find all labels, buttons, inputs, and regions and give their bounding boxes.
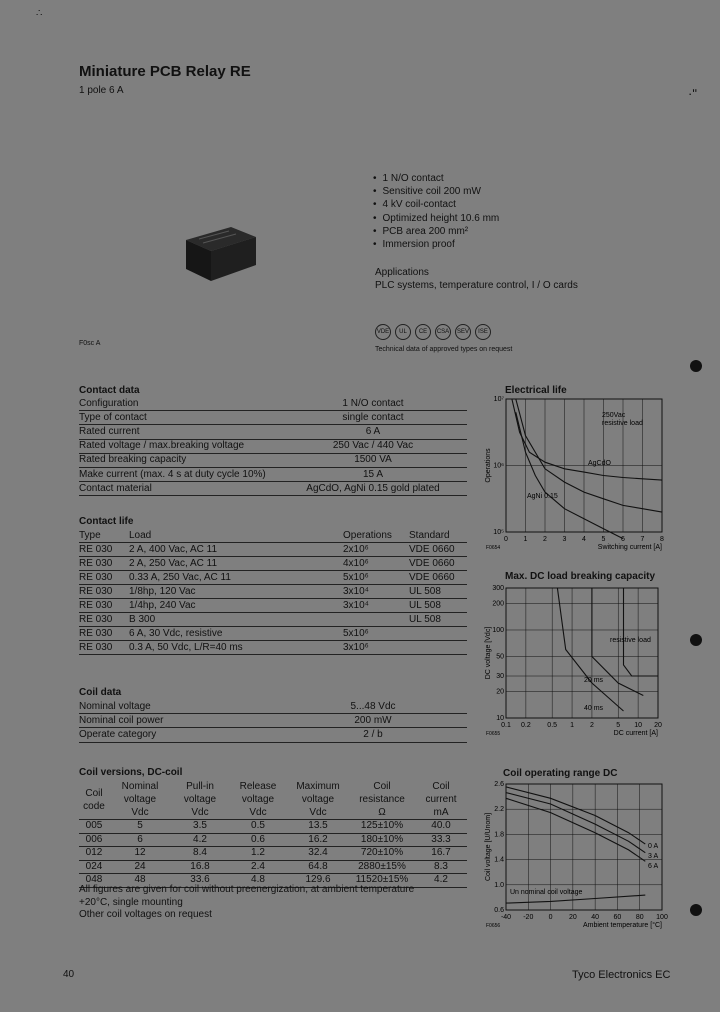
series-label: 0 A [648, 843, 659, 850]
x-tick-label: 0 [504, 536, 508, 543]
y-tick-label: 200 [492, 600, 504, 608]
contact-data-heading: Contact data [79, 385, 140, 396]
series-line [506, 895, 645, 903]
cell: 2 A, 400 Vac, AC 11 [129, 543, 343, 557]
applications-heading: Applications [375, 267, 429, 278]
table-header-row [79, 780, 467, 820]
corner-mark: ∴ [36, 8, 43, 19]
column-header: Type [79, 529, 129, 543]
x-tick-label: 60 [613, 914, 622, 921]
cell: 4x10⁶ [343, 557, 409, 571]
cell: 8.4 [171, 847, 229, 861]
x-tick-label: 0.1 [501, 722, 511, 729]
cell: 1/4hp, 240 Vac [129, 599, 343, 613]
x-tick-label: 1 [570, 722, 575, 729]
note-line: +20°C, single mounting [79, 896, 183, 908]
row-label: Make current (max. 4 s at duty cycle 10%) [79, 467, 279, 481]
cell: 006 [79, 833, 109, 847]
note-line: All figures are given for coil without preenergization, at ambient temperature [79, 884, 415, 895]
cell: RE 030 [79, 557, 129, 571]
x-tick-label: 40 [591, 914, 600, 921]
note-line: Other coil voltages on request [79, 909, 212, 920]
row-value: 1 N/O contact [279, 397, 467, 411]
x-axis-label: DC current [A] [613, 730, 658, 737]
y-tick-label: 1.0 [494, 881, 504, 889]
cell: 3.5 [171, 820, 229, 834]
x-tick-label: 8 [660, 536, 664, 543]
electrical-life-title: Electrical life [505, 385, 567, 396]
feature-item: • 4 kV coil-contact [373, 198, 499, 211]
x-tick-label: 4 [582, 536, 586, 543]
row-label: Rated current [79, 425, 279, 439]
electrical-life-chart [482, 395, 672, 555]
y-tick-label: 30 [496, 673, 504, 681]
table-row [79, 543, 467, 557]
row-label: Operate category [79, 728, 279, 742]
cell: 125±10% [349, 820, 415, 834]
series-label: Un nominal coil voltage [510, 889, 583, 896]
certification-note: Technical data of approved types on request [375, 346, 513, 353]
cell: RE 030 [79, 627, 129, 641]
series-line [624, 588, 659, 676]
column-header: Maximum voltage Vdc [287, 780, 349, 820]
cell: 180±10% [349, 833, 415, 847]
cell: 024 [79, 860, 109, 874]
cell: 12 [109, 847, 171, 861]
cell: 0.3 A, 50 Vdc, L/R=40 ms [129, 641, 343, 655]
cell: UL 508 [409, 613, 467, 627]
x-tick-label: 10 [634, 722, 643, 729]
series-label: resistive load [610, 637, 651, 644]
row-value: 15 A [279, 467, 467, 481]
y-tick-label: 50 [496, 653, 504, 661]
figure-code: F0655 [486, 731, 501, 737]
table-row [79, 482, 467, 496]
feature-item: • Sensitive coil 200 mW [373, 185, 499, 198]
cell: 6 [109, 833, 171, 847]
sev-icon: SEV [455, 324, 471, 340]
table-row [79, 397, 467, 411]
row-value: 1500 VA [279, 453, 467, 467]
cell: VDE 0660 [409, 543, 467, 557]
y-tick-label: 10⁷ [493, 396, 504, 403]
relay-image [181, 225, 261, 288]
series-label: 20 ms [584, 677, 604, 684]
x-tick-label: 80 [635, 914, 644, 921]
coil-notes [79, 884, 414, 922]
x-tick-label: 5 [601, 536, 606, 543]
cell: 33.6 [171, 874, 229, 888]
table-row [79, 557, 467, 571]
cell: 16.8 [171, 860, 229, 874]
table-row [79, 585, 467, 599]
series-label: resistive load [602, 420, 643, 427]
cell: RE 030 [79, 641, 129, 655]
cell: 012 [79, 847, 109, 861]
row-label: Configuration [79, 397, 279, 411]
cell: 4.2 [171, 833, 229, 847]
cell: 1/8hp, 120 Vac [129, 585, 343, 599]
cell: 8.3 [415, 860, 467, 874]
ise-icon: ISE [475, 324, 491, 340]
column-header: Pull-in voltage Vdc [171, 780, 229, 820]
cell: 005 [79, 820, 109, 834]
cell: B 300 [129, 613, 343, 627]
x-tick-label: 100 [656, 914, 668, 921]
table-row [79, 714, 467, 728]
figure-code: F0654 [486, 545, 501, 551]
column-header: Coil code [79, 780, 109, 820]
cell: 6 A, 30 Vdc, resistive [129, 627, 343, 641]
column-header: Operations [343, 529, 409, 543]
table-row [79, 439, 467, 453]
cell: UL 508 [409, 585, 467, 599]
cell: 0.5 [229, 820, 287, 834]
x-tick-label: 20 [654, 722, 662, 729]
feature-list [373, 172, 499, 251]
cell: 3x10⁶ [343, 641, 409, 655]
column-header: Coil current mA [415, 780, 467, 820]
row-value: single contact [279, 411, 467, 425]
contact-life-heading: Contact life [79, 516, 134, 527]
dc-breaking-chart [482, 582, 672, 738]
cell: RE 030 [79, 543, 129, 557]
x-tick-label: 2 [543, 536, 547, 543]
coil-data-heading: Coil data [79, 687, 122, 698]
cell [343, 613, 409, 627]
y-tick-label: 1.4 [494, 856, 504, 864]
cell: 4.8 [229, 874, 287, 888]
cell: 2 A, 250 Vac, AC 11 [129, 557, 343, 571]
cell: 24 [109, 860, 171, 874]
cell: VDE 0660 [409, 557, 467, 571]
table-row [79, 411, 467, 425]
y-tick-label: 10 [496, 715, 504, 722]
cell: 64.8 [287, 860, 349, 874]
cell: VDE 0660 [409, 571, 467, 585]
feature-item: • Optimized height 10.6 mm [373, 212, 499, 225]
x-tick-label: 6 [621, 536, 625, 543]
column-header: Coil resistance Ω [349, 780, 415, 820]
cell [409, 627, 467, 641]
cell: 0.6 [229, 833, 287, 847]
row-value: AgCdO, AgNi 0.15 gold plated [279, 482, 467, 496]
x-tick-label: 5 [616, 722, 621, 729]
y-axis-label: Operations [485, 448, 492, 483]
y-axis-label: Coil voltage [U/Unom] [485, 812, 492, 882]
footer-brand: Tyco Electronics EC [572, 969, 671, 981]
cell: 2880±15% [349, 860, 415, 874]
csa-icon: CSA [435, 324, 451, 340]
plot-frame [506, 588, 658, 718]
cell: 1.2 [229, 847, 287, 861]
cell: 3x10⁴ [343, 585, 409, 599]
table-row [79, 700, 467, 714]
cell: 048 [79, 874, 109, 888]
feature-item: • PCB area 200 mm² [373, 225, 499, 238]
cell: 2.4 [229, 860, 287, 874]
series-label: 40 ms [584, 705, 604, 712]
column-header: Release voltage Vdc [229, 780, 287, 820]
cell: RE 030 [79, 613, 129, 627]
y-tick-label: 2.6 [494, 781, 504, 788]
table-header-row [79, 529, 467, 543]
x-tick-label: 7 [640, 536, 645, 543]
cell: 33.3 [415, 833, 467, 847]
coil-data-table [79, 700, 467, 743]
dc-breaking-title: Max. DC load breaking capacity [505, 571, 656, 582]
y-tick-label: 300 [492, 585, 504, 592]
coil-range-chart [482, 778, 672, 934]
table-row [79, 820, 467, 834]
x-tick-label: 0.5 [547, 722, 558, 729]
row-label: Rated voltage / max.breaking voltage [79, 439, 279, 453]
certification-icons [375, 324, 491, 340]
x-axis-label: Ambient temperature [°C] [582, 922, 662, 929]
y-axis-label: DC voltage [Vdc] [485, 626, 492, 680]
y-tick-label: 1.8 [494, 831, 504, 839]
applications [375, 266, 578, 292]
x-axis-label: Switching current [A] [597, 544, 662, 551]
table-row [79, 641, 467, 655]
x-tick-label: 0 [548, 914, 553, 921]
image-code: F0sc A [79, 340, 101, 347]
table-row [79, 599, 467, 613]
table-row [79, 833, 467, 847]
vde-icon: VDE [375, 324, 391, 340]
table-row [79, 425, 467, 439]
row-value: 5...48 Vdc [279, 700, 467, 714]
x-tick-label: 20 [568, 914, 577, 921]
y-tick-label: 2.2 [494, 806, 504, 814]
column-header: Standard [409, 529, 467, 543]
cell: 4.2 [415, 874, 467, 888]
cell: 5x10⁶ [343, 627, 409, 641]
x-tick-label: -40 [500, 914, 512, 921]
cell: 16.2 [287, 833, 349, 847]
punch-hole-icon [690, 904, 702, 916]
ul-icon: UL [395, 324, 411, 340]
row-label: Rated breaking capacity [79, 453, 279, 467]
cell: 5 [109, 820, 171, 834]
table-row [79, 571, 467, 585]
row-label: Type of contact [79, 411, 279, 425]
cell: 16.7 [415, 847, 467, 861]
contact-data-table [79, 397, 467, 496]
page-title: Miniature PCB Relay RE [79, 63, 251, 80]
cell: 32.4 [287, 847, 349, 861]
contact-life-table [79, 529, 467, 655]
row-label: Nominal voltage [79, 700, 279, 714]
table-row [79, 728, 467, 742]
applications-text: PLC systems, temperature control, I / O cards [375, 280, 578, 291]
y-tick-label: 20 [496, 688, 504, 696]
coil-range-title: Coil operating range DC [503, 768, 618, 779]
figure-code: F0656 [486, 923, 501, 929]
series-label: AgCdO [588, 460, 611, 467]
column-header: Load [129, 529, 343, 543]
x-tick-label: 0.2 [521, 722, 531, 729]
row-value: 2 / b [279, 728, 467, 742]
x-tick-label: 2 [589, 722, 594, 729]
page-subtitle: 1 pole 6 A [79, 85, 124, 96]
cell: 11520±15% [349, 874, 415, 888]
series-label: 250Vac [602, 412, 626, 419]
cell: RE 030 [79, 599, 129, 613]
y-tick-label: 100 [492, 626, 504, 634]
cell: 40.0 [415, 820, 467, 834]
page-number: 40 [63, 969, 75, 980]
series-label: 6 A [648, 863, 659, 870]
y-tick-label: 10⁶ [493, 462, 504, 470]
ce-icon: CE [415, 324, 431, 340]
cell: 0.33 A, 250 Vac, AC 11 [129, 571, 343, 585]
series-line [506, 793, 645, 853]
feature-item: • 1 N/O contact [373, 172, 499, 185]
row-label: Nominal coil power [79, 714, 279, 728]
cell: 720±10% [349, 847, 415, 861]
row-value: 250 Vac / 440 Vac [279, 439, 467, 453]
coil-versions-table [79, 780, 467, 888]
cell: RE 030 [79, 585, 129, 599]
punch-hole-icon [690, 360, 702, 372]
table-row [79, 613, 467, 627]
cell: UL 508 [409, 599, 467, 613]
cell: 129.6 [287, 874, 349, 888]
cell: RE 030 [79, 571, 129, 585]
row-value: 200 mW [279, 714, 467, 728]
series-label: AgNi 0.15 [527, 493, 558, 500]
cell: 2x10⁶ [343, 543, 409, 557]
series-label: 3 A [648, 853, 659, 860]
column-header: Nominal voltage Vdc [109, 780, 171, 820]
coil-versions-heading: Coil versions, DC-coil [79, 767, 183, 778]
x-tick-label: 1 [523, 536, 528, 543]
cell: 5x10⁶ [343, 571, 409, 585]
series-line [512, 399, 662, 480]
table-row [79, 847, 467, 861]
feature-item: • Immersion proof [373, 238, 499, 251]
cell: 48 [109, 874, 171, 888]
table-row [79, 467, 467, 481]
x-tick-label: -20 [523, 914, 534, 921]
margin-mark: ·ʺ [688, 86, 697, 101]
row-value: 6 A [279, 425, 467, 439]
cell: 13.5 [287, 820, 349, 834]
table-row [79, 860, 467, 874]
cell [409, 641, 467, 655]
punch-hole-icon [690, 634, 702, 646]
x-tick-label: 3 [562, 536, 567, 543]
table-row [79, 453, 467, 467]
series-line [557, 588, 623, 711]
y-tick-label: 10⁵ [493, 529, 504, 536]
cell: 3x10⁴ [343, 599, 409, 613]
table-row [79, 627, 467, 641]
y-tick-label: 0.6 [494, 907, 504, 914]
row-label: Contact material [79, 482, 279, 496]
